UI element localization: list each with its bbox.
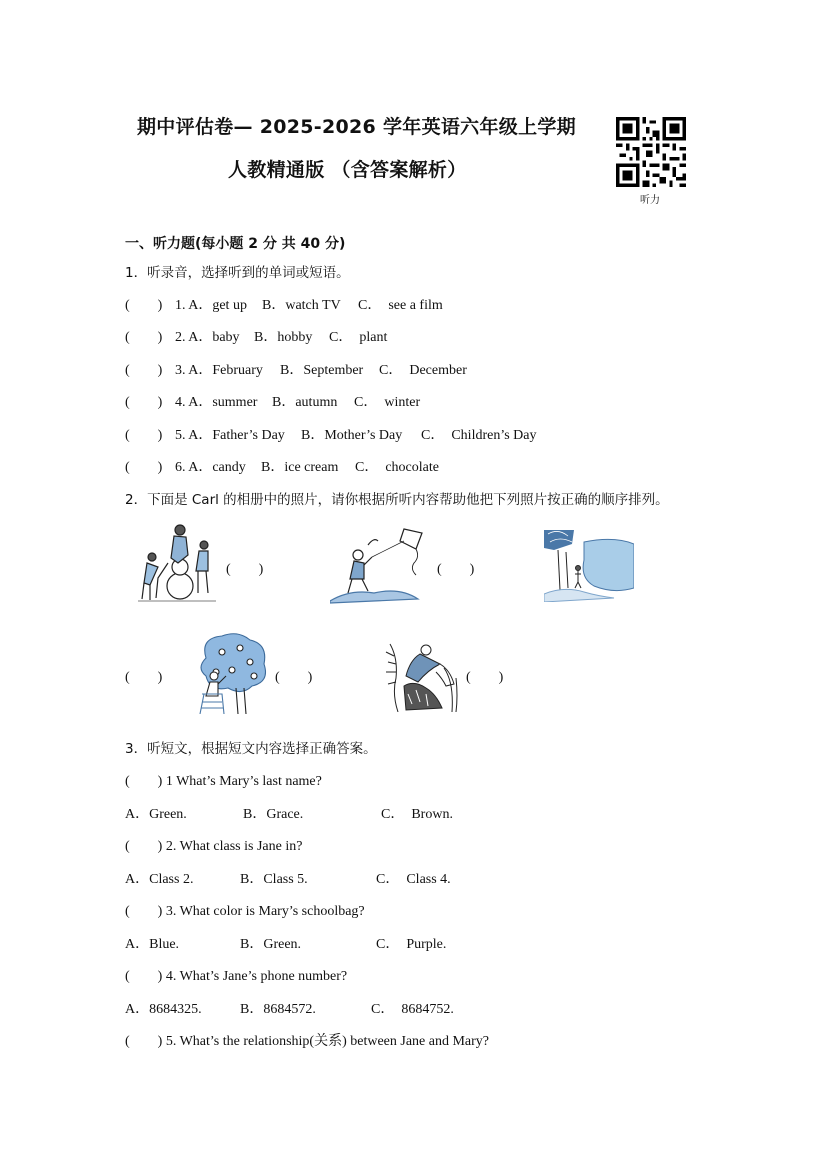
answer-blank[interactable]: ( ) bbox=[125, 395, 163, 410]
q2-prompt: 2．下面是 Carl 的相册中的照片，请你根据所听内容帮助他把下列照片按正确的顺序排列。 bbox=[125, 492, 669, 508]
question-text: ( ) 1 What’s Mary’s last name? bbox=[125, 774, 322, 789]
list-item bbox=[125, 359, 467, 379]
answer-blank[interactable]: ( ) bbox=[125, 670, 163, 685]
title-line-2: 人教精通版 （含答案解析） bbox=[228, 159, 467, 181]
option-b: B．Class 5. bbox=[240, 872, 308, 887]
option-b: B．hobby bbox=[254, 330, 313, 345]
option-a: 5. A．Father’s Day bbox=[175, 428, 285, 443]
option-c: C． see a film bbox=[358, 298, 443, 313]
option-a: 2. A．baby bbox=[175, 330, 240, 345]
option-a: 6. A．candy bbox=[175, 460, 246, 475]
option-a: A．Class 2. bbox=[125, 872, 194, 887]
option-a: 3. A．February bbox=[175, 363, 263, 378]
qr-code-icon bbox=[616, 117, 686, 187]
answer-blank[interactable]: ( ) bbox=[437, 562, 475, 577]
option-a: A．8684325. bbox=[125, 1002, 202, 1017]
option-b: B．Grace. bbox=[243, 807, 304, 822]
q3-prompt: 3．听短文，根据短文内容选择正确答案。 bbox=[125, 741, 377, 757]
answer-blank[interactable]: ( ) bbox=[125, 298, 163, 313]
option-c: C． plant bbox=[329, 330, 388, 345]
option-b: B．ice cream bbox=[261, 460, 339, 475]
option-c: C． Purple. bbox=[376, 937, 447, 952]
option-a: 4. A．summer bbox=[175, 395, 258, 410]
option-a: A．Blue. bbox=[125, 937, 180, 952]
list-item bbox=[125, 456, 439, 476]
option-a: A．Green. bbox=[125, 807, 187, 822]
option-c: C． Brown. bbox=[381, 807, 453, 822]
answer-blank[interactable]: ( ) bbox=[125, 428, 163, 443]
qr-caption: 听力 bbox=[640, 195, 660, 206]
option-c: C． chocolate bbox=[355, 460, 439, 475]
list-item bbox=[125, 294, 443, 314]
apple-tree-picture bbox=[192, 632, 270, 714]
beach-picture bbox=[544, 530, 634, 602]
option-c: C． Class 4. bbox=[376, 872, 451, 887]
list-item bbox=[125, 326, 388, 346]
question-text: ( ) 4. What’s Jane’s phone number? bbox=[125, 969, 348, 984]
question-text: ( ) 5. What’s the relationship(关系) between Jane and Mary? bbox=[125, 1034, 490, 1049]
answer-blank[interactable]: ( ) bbox=[275, 670, 313, 685]
list-item bbox=[125, 424, 537, 444]
answer-blank[interactable]: ( ) bbox=[125, 330, 163, 345]
section-heading: 一、听力题(每小题 2 分 共 40 分) bbox=[125, 236, 346, 252]
option-b: B．autumn bbox=[272, 395, 338, 410]
option-a: 1. A．get up bbox=[175, 298, 247, 313]
option-b: B．Mother’s Day bbox=[301, 428, 403, 443]
answer-blank[interactable]: ( ) bbox=[125, 460, 163, 475]
option-c: C． December bbox=[379, 363, 467, 378]
option-b: B．September bbox=[280, 363, 364, 378]
answer-blank[interactable]: ( ) bbox=[466, 670, 504, 685]
option-b: B．watch TV bbox=[262, 298, 341, 313]
option-c: C． Children’s Day bbox=[421, 428, 537, 443]
option-b: B．Green. bbox=[240, 937, 302, 952]
q1-prompt: 1．听录音，选择听到的单词或短语。 bbox=[125, 265, 350, 281]
answer-blank[interactable]: ( ) bbox=[226, 562, 264, 577]
snowman-picture bbox=[138, 523, 216, 605]
answer-blank[interactable]: ( ) bbox=[125, 363, 163, 378]
kite-picture bbox=[330, 527, 430, 605]
question-text: ( ) 2. What class is Jane in? bbox=[125, 839, 303, 854]
title-line-1: 期中评估卷— 2025-2026 学年英语六年级上学期 bbox=[137, 116, 576, 138]
option-b: B．8684572. bbox=[240, 1002, 316, 1017]
option-c: C． 8684752. bbox=[371, 1002, 454, 1017]
farm-picture bbox=[384, 638, 464, 712]
list-item bbox=[125, 391, 421, 411]
question-text: ( ) 3. What color is Mary’s schoolbag? bbox=[125, 904, 365, 919]
option-c: C． winter bbox=[354, 395, 421, 410]
